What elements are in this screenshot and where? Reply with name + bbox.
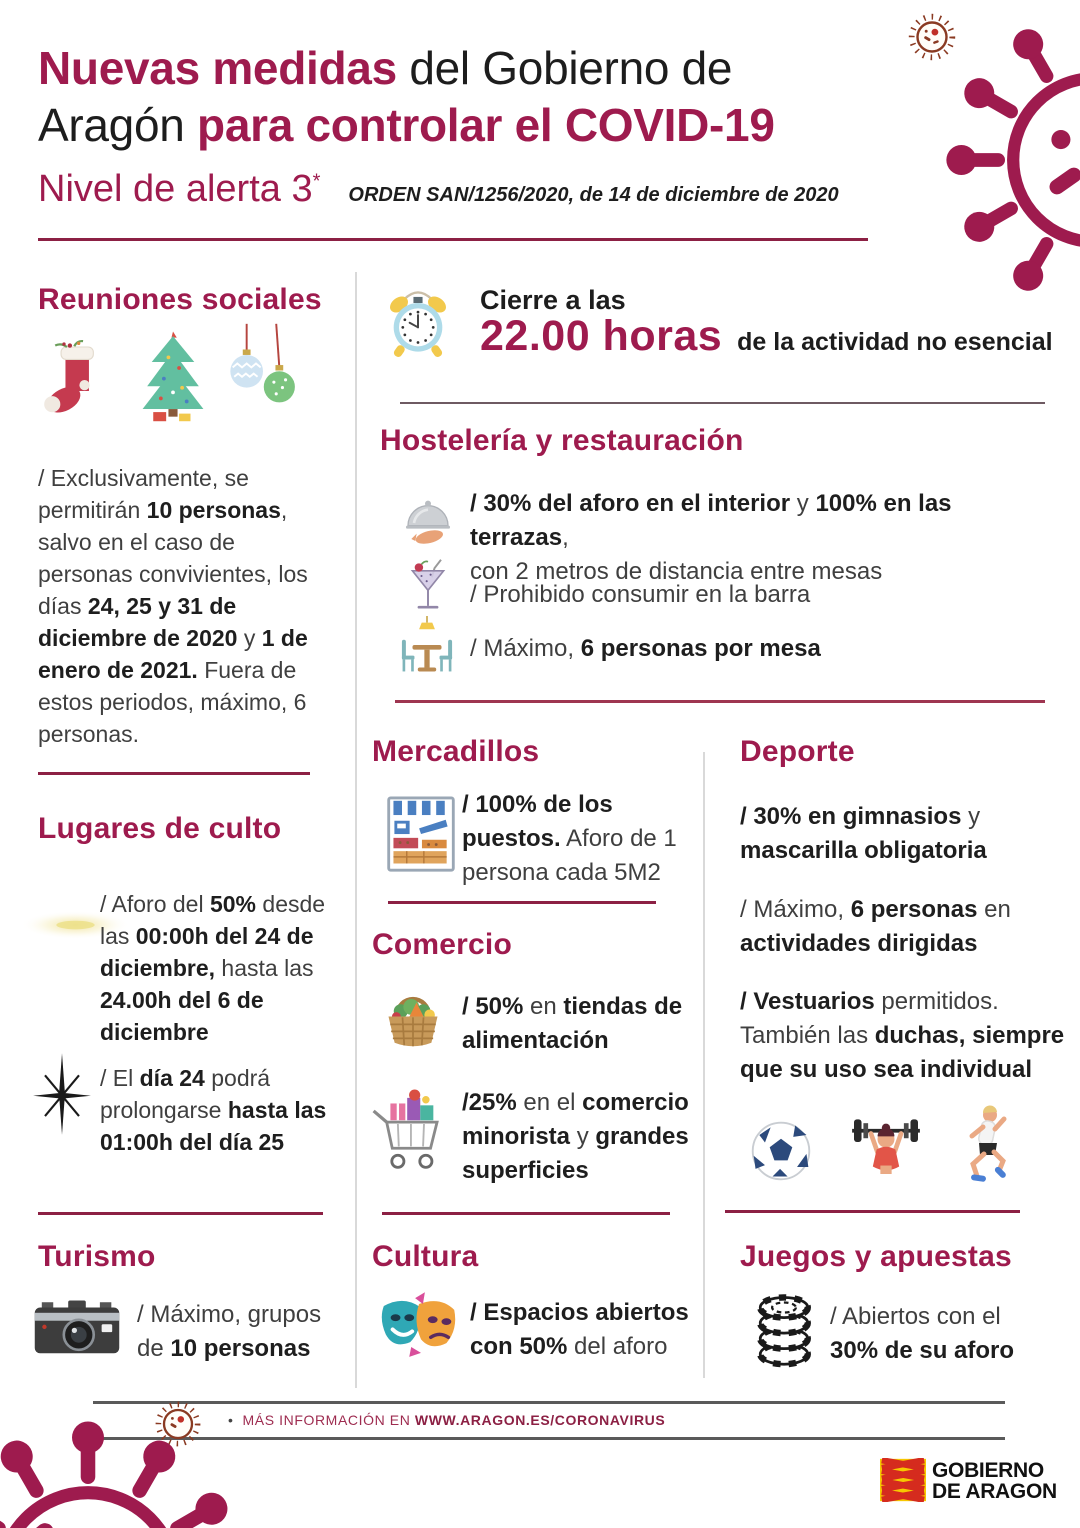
juegos-item-text: / Abiertos con el 30% de su aforo — [830, 1303, 1015, 1364]
page-title — [38, 40, 878, 154]
virus-icon-large-bottom — [0, 1420, 248, 1528]
order-reference: ORDEN SAN/1256/2020, de 14 de diciembre de 2020 — [348, 184, 839, 206]
poker-chips-icon — [752, 1290, 816, 1368]
column-divider-left — [355, 272, 357, 1388]
header — [38, 40, 878, 154]
food-basket-icon — [378, 985, 448, 1055]
serving-cloche-icon — [398, 490, 458, 552]
running-icon — [952, 1105, 1012, 1185]
section-title: Comercio — [372, 928, 512, 961]
cocktail-icon — [402, 556, 454, 622]
deporte-item-2-text: / Máximo, 6 personas en actividades dirigidas — [740, 896, 1011, 957]
section-divider — [395, 700, 1045, 703]
theater-masks-icon — [376, 1290, 464, 1364]
ornaments-icon — [228, 318, 298, 423]
section-divider — [388, 901, 656, 904]
christmas-tree-icon — [135, 322, 211, 430]
camera-icon — [33, 1295, 121, 1357]
government-logo-text — [932, 1460, 1057, 1502]
section-title: Reuniones sociales — [38, 283, 322, 316]
footer-info-prefix: MÁS INFORMACIÓN EN — [242, 1412, 415, 1428]
footer-info-url: WWW.ARAGON.ES/CORONAVIRUS — [414, 1412, 666, 1428]
section-title: Turismo — [38, 1240, 156, 1273]
shopping-cart-icon — [368, 1085, 452, 1177]
comercio-item-1-text: / 50% en tiendas de alimentación — [462, 993, 683, 1054]
section-title: Mercadillos — [372, 735, 540, 768]
logo-line1: GOBIERNO — [932, 1459, 1044, 1482]
mercadillos-item-text: / 100% de los puestos. Aforo de 1 persona cada 5M2 — [462, 791, 677, 886]
title-black-2: Aragón — [38, 99, 198, 151]
virus-icon-large — [945, 10, 1080, 310]
lugares-item-2-text: / El día 24 podrá prolongarse hasta las 01:00h del día 25 — [100, 1065, 327, 1155]
aragon-flag-logo — [880, 1458, 926, 1502]
footer-info — [228, 1412, 665, 1428]
bullet-icon: • — [228, 1412, 234, 1428]
title-black-1: del Gobierno de — [396, 42, 733, 94]
hosteleria-item-3-text: / Máximo, 6 personas por mesa — [470, 635, 821, 662]
market-stall-icon — [383, 792, 459, 878]
section-title: Hostelería y restauración — [380, 424, 744, 457]
stocking-icon — [42, 330, 108, 430]
hosteleria-item-2-text: / Prohibido consumir en la barra — [470, 581, 811, 608]
comercio-item-2-text: /25% en el comercio minorista y grandes superficies — [462, 1089, 689, 1184]
closing-divider — [400, 402, 1045, 404]
logo-line2: DE ARAGON — [932, 1480, 1057, 1503]
section-title: Lugares de culto — [38, 812, 282, 845]
deporte-item-1-text: / 30% en gimnasios y mascarilla obligatoria — [740, 803, 987, 864]
section-title: Juegos y apuestas — [740, 1240, 1012, 1273]
section-divider — [38, 772, 310, 775]
section-divider — [38, 1212, 323, 1215]
alert-asterisk: * — [312, 170, 321, 193]
column-divider-right — [703, 752, 705, 1378]
alert-row — [38, 168, 839, 211]
cultura-item-text: / Espacios abiertos con 50% del aforo — [470, 1299, 689, 1360]
section-divider — [382, 1212, 670, 1215]
footer-rule-top — [93, 1401, 1005, 1404]
closing-time: 22.00 horas — [480, 312, 723, 360]
closing-line2: de la actividad no esencial — [737, 328, 1053, 356]
lugares-item-1-text: / Aforo del 50% desde las 00:00h del 24 de diciembre, hasta las 24.00h del 6 de diciembre — [100, 891, 326, 1045]
title-accent-2: para controlar el COVID-19 — [197, 99, 775, 151]
section-divider — [725, 1210, 1020, 1213]
section-title: Cultura — [372, 1240, 479, 1273]
reuniones-text: / Exclusivamente, se permitirán 10 personas, salvo en el caso de personas convivientes, los días 24, 25 y 31 de diciembre de 2020 y 1 de enero de 2021. Fuera de estos periodos, máximo, 6 personas. — [38, 465, 308, 747]
hosteleria-item-1-text: / 30% del aforo en el interior y 100% en las terrazas, con 2 metros de distancia entre mesas — [470, 490, 952, 585]
weightlifting-icon — [848, 1110, 924, 1190]
title-accent-1: Nuevas medidas — [38, 42, 397, 94]
deporte-item-3-text: / Vestuarios permitidos. También las duchas, siempre que su uso sea individual — [740, 988, 1065, 1083]
soccer-ball-icon — [748, 1118, 814, 1184]
table-chairs-icon — [394, 616, 460, 682]
star-icon — [28, 1048, 96, 1140]
alarm-clock-icon — [380, 281, 456, 363]
turismo-item-text: / Máximo, grupos de 10 personas — [137, 1301, 322, 1362]
section-title: Deporte — [740, 735, 855, 768]
closing-line1: Cierre a las — [480, 285, 626, 315]
alert-level: Nivel de alerta 3* — [38, 168, 321, 210]
header-divider — [38, 238, 868, 241]
